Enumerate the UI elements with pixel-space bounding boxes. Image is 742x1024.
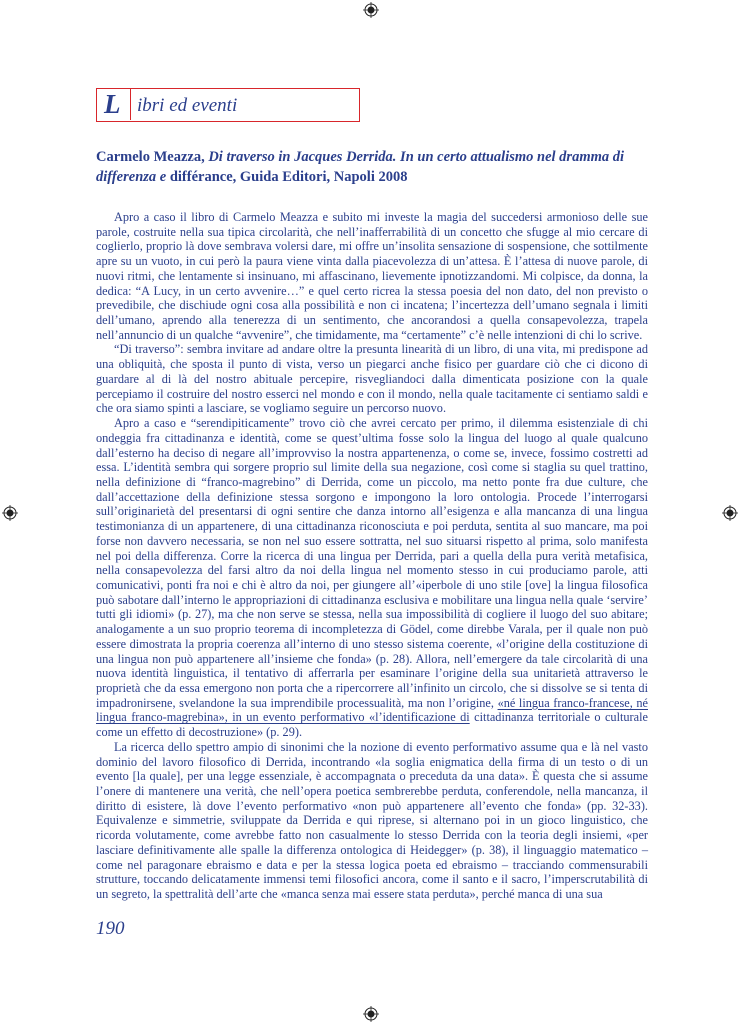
section-initial: L xyxy=(104,89,121,119)
section-initial-box xyxy=(97,89,131,120)
book-title-italic: Di traverso in Jacques Derrida. In un certo attualismo nel dramma di differenza e xyxy=(96,149,625,185)
registration-mark-icon xyxy=(363,1006,379,1022)
registration-mark-icon xyxy=(722,505,738,521)
paragraph: Apro a caso il libro di Carmelo Meazza e subito mi investe la magia del succedersi armonioso delle sue parole, costruite nella sua tipica circolarità, che nell’inafferrabilità di un concetto che sfugge al mio cercare di coglierlo, proprio là dove sembrava volersi dare, mi offre un’insolita sensazione di sospensione, che sottilmente apre su un vuoto, in cui però la paura viene vinta dalla piacevolezza di un’attesa. È l’attesa di nuove parole, di nuovi ritmi, che lentamente si insinuano, mi affascinano, lievemente ipnotizzandomi. Mi colpisce, da donna, la dedica: “A Lucy, in un certo avvenire…” e quel certo ricrea la stessa poesia del non dato, del non previsto o prevedibile, che dischiude ogni cosa alla possibilità e non ci incatena; l’incertezza dell’umano segnala i limiti dell’umano, aprendo alla tenerezza di un sentimento, che ancorandosi a quella consapevolezza, trapela nell’annuncio di un qualche “avvenire”, che timidamente, ma “certamente” c’è nelle intenzioni di chi lo scrive. xyxy=(96,210,648,342)
body-text xyxy=(96,210,648,902)
section-title: ibri ed eventi xyxy=(137,95,238,116)
book-title-regular: différance xyxy=(169,169,233,185)
book-publisher: , Guida Editori, Napoli 2008 xyxy=(232,169,408,185)
page-number: 190 xyxy=(96,918,125,939)
registration-mark-icon xyxy=(363,2,379,18)
book-author: Carmelo Meazza, xyxy=(96,149,209,165)
paragraph-text: cittadinanza territoriale o culturale come un effetto di decostruzione» (p. 29). xyxy=(96,710,648,740)
section-header xyxy=(96,88,360,122)
paragraph xyxy=(96,416,648,740)
paragraph: La ricerca dello spettro ampio di sinonimi che la nozione di evento performativo assume qua e là nel vasto dominio del lavoro filosofico di Derrida, incontrando «la soglia enigmatica della firma di un testo o di un evento [la quale], per una legge essenziale, è accompagnata o preceduta da una data». È questa che si assume l’onere di mantenere una verità, che nell’opera poetica sembrerebbe perduta, conferendole, nella mancanza, il diritto di esistere, là dove l’evento performativo «non può appartenere all’evento che fonda» (pp. 32-33). Equivalenze e simmetrie, sviluppate da Derrida e qui riprese, si alternano poi in un gioco linguistico, che ricorda volutamente, come avrebbe fatto non casualmente lo stesso Derrida con la teoria degli insiemi, «per lasciare definitivamente alle spalle la differenza ontologica di Heidegger» (p. 38), il linguaggio matematico – come nel paragonare ebraismo e data e per la stessa logica poeta ed ebraismo – tracciando commensurabili strutture, toccando delicatamente immensi temi filosofici ancora, come il santo e il sacro, l’imperscrutabilità di un segreto, la spettralità dell’arte che «manca senza mai essere stata perduta», perché manca di una sua xyxy=(96,739,648,902)
paragraph-text: Apro a caso e “serendipiticamente” trovo ciò che avrei cercato per primo, il dilemma esistenziale di chi ondeggia fra cittadinanza e identità, come se quest’ultima fosse solo la lingua del luogo al quale qualcuno dall’esterno ha deciso di negare all’improvviso la nostra appartenenza, o come se, invece, fossimo costretti ad essa. L’identità sembra qui sorgere proprio sul limite della sua negazione, così come si staglia su quel trattino, nella definizione di “franco-magrebino” di Derrida, come un piccolo, ma netto ponte fra due culture, che dall’accettazione della definizione stessa sorgono e impongono la loro ontologia. Procede l’interrogarsi sull’originarietà del presentarsi di ogni sentire che danza intorno all’esigenza e alla mancanza di una lingua testimonianza di un appartenere, di una cittadinanza riconosciuta e poi perduta, sentita al suo mancare, ma poi forse non davvero necessaria, se non nel suo essere sottratta, nel suo situarsi rispetto al prima, solo manifesta nel poi della differenza. Corre la ricerca di una lingua per Derrida, pari a quella della pura verità metafisica, nella consapevolezza del farsi altro da noi della lingua nel momento stesso in cui produciamo parole, atti comunicativi, ponti fra noi e chi è altro da noi, per giungere all’«iperbole di uno stile [ove] la lingua filosofica può sabotare dall’interno le appropriazioni di cittadinanza esclusiva e mobilitare una lingua nella quale ‘servire’ tutti gli idiomi» (p. 27), ma che non serve se stessa, nella sua impossibilità di cogliere il luogo del suo abitare; analogamente a un suo proprio teorema di incompletezza di Gödel, come direbbe Varala, per il quale non può essere dimostrata la propria coerenza all’interno di uno stesso sistema coerente, «l’origine della costituzione di una lingua non può appartenere all’insieme che fonda» (p. 28). Allora, nell’emergere da tale circolarità di una nuova identità linguistica, il tentativo di afferrarla per esaminare l’origine della sua unitarietà attraverso le proprietà che da essa emergono non porta che a ripercorrere all’infinito un circolo, che si dissolve se si tenta di impadronirsene, svelandone la sua imprendibile processualità, ma non l’origine, xyxy=(96,416,648,710)
paragraph: “Di traverso”: sembra invitare ad andare oltre la presunta linearità di un libro, di una vita, mi predispone ad una obliquità, che sposta il punto di vista, verso un piegarci anche fisico per guardare ciò che ci dicono di guardare al di là del nostro abituale percepire, risvegliandoci dalla dimenticata posizione con la quale percepiamo il costruire del nostro esserci nel mondo e con il mondo, nella quale tacitamente ci sentiamo saldi e che ora siamo spinti a lasciare, se vogliamo seguire un percorso nuovo. xyxy=(96,342,648,416)
underlined-quote: «né lingua franco-francese, né lingua franco-magrebina», in un evento performativo «l’identificazione di xyxy=(96,695,648,725)
registration-mark-icon xyxy=(2,505,18,521)
book-title xyxy=(96,147,648,187)
